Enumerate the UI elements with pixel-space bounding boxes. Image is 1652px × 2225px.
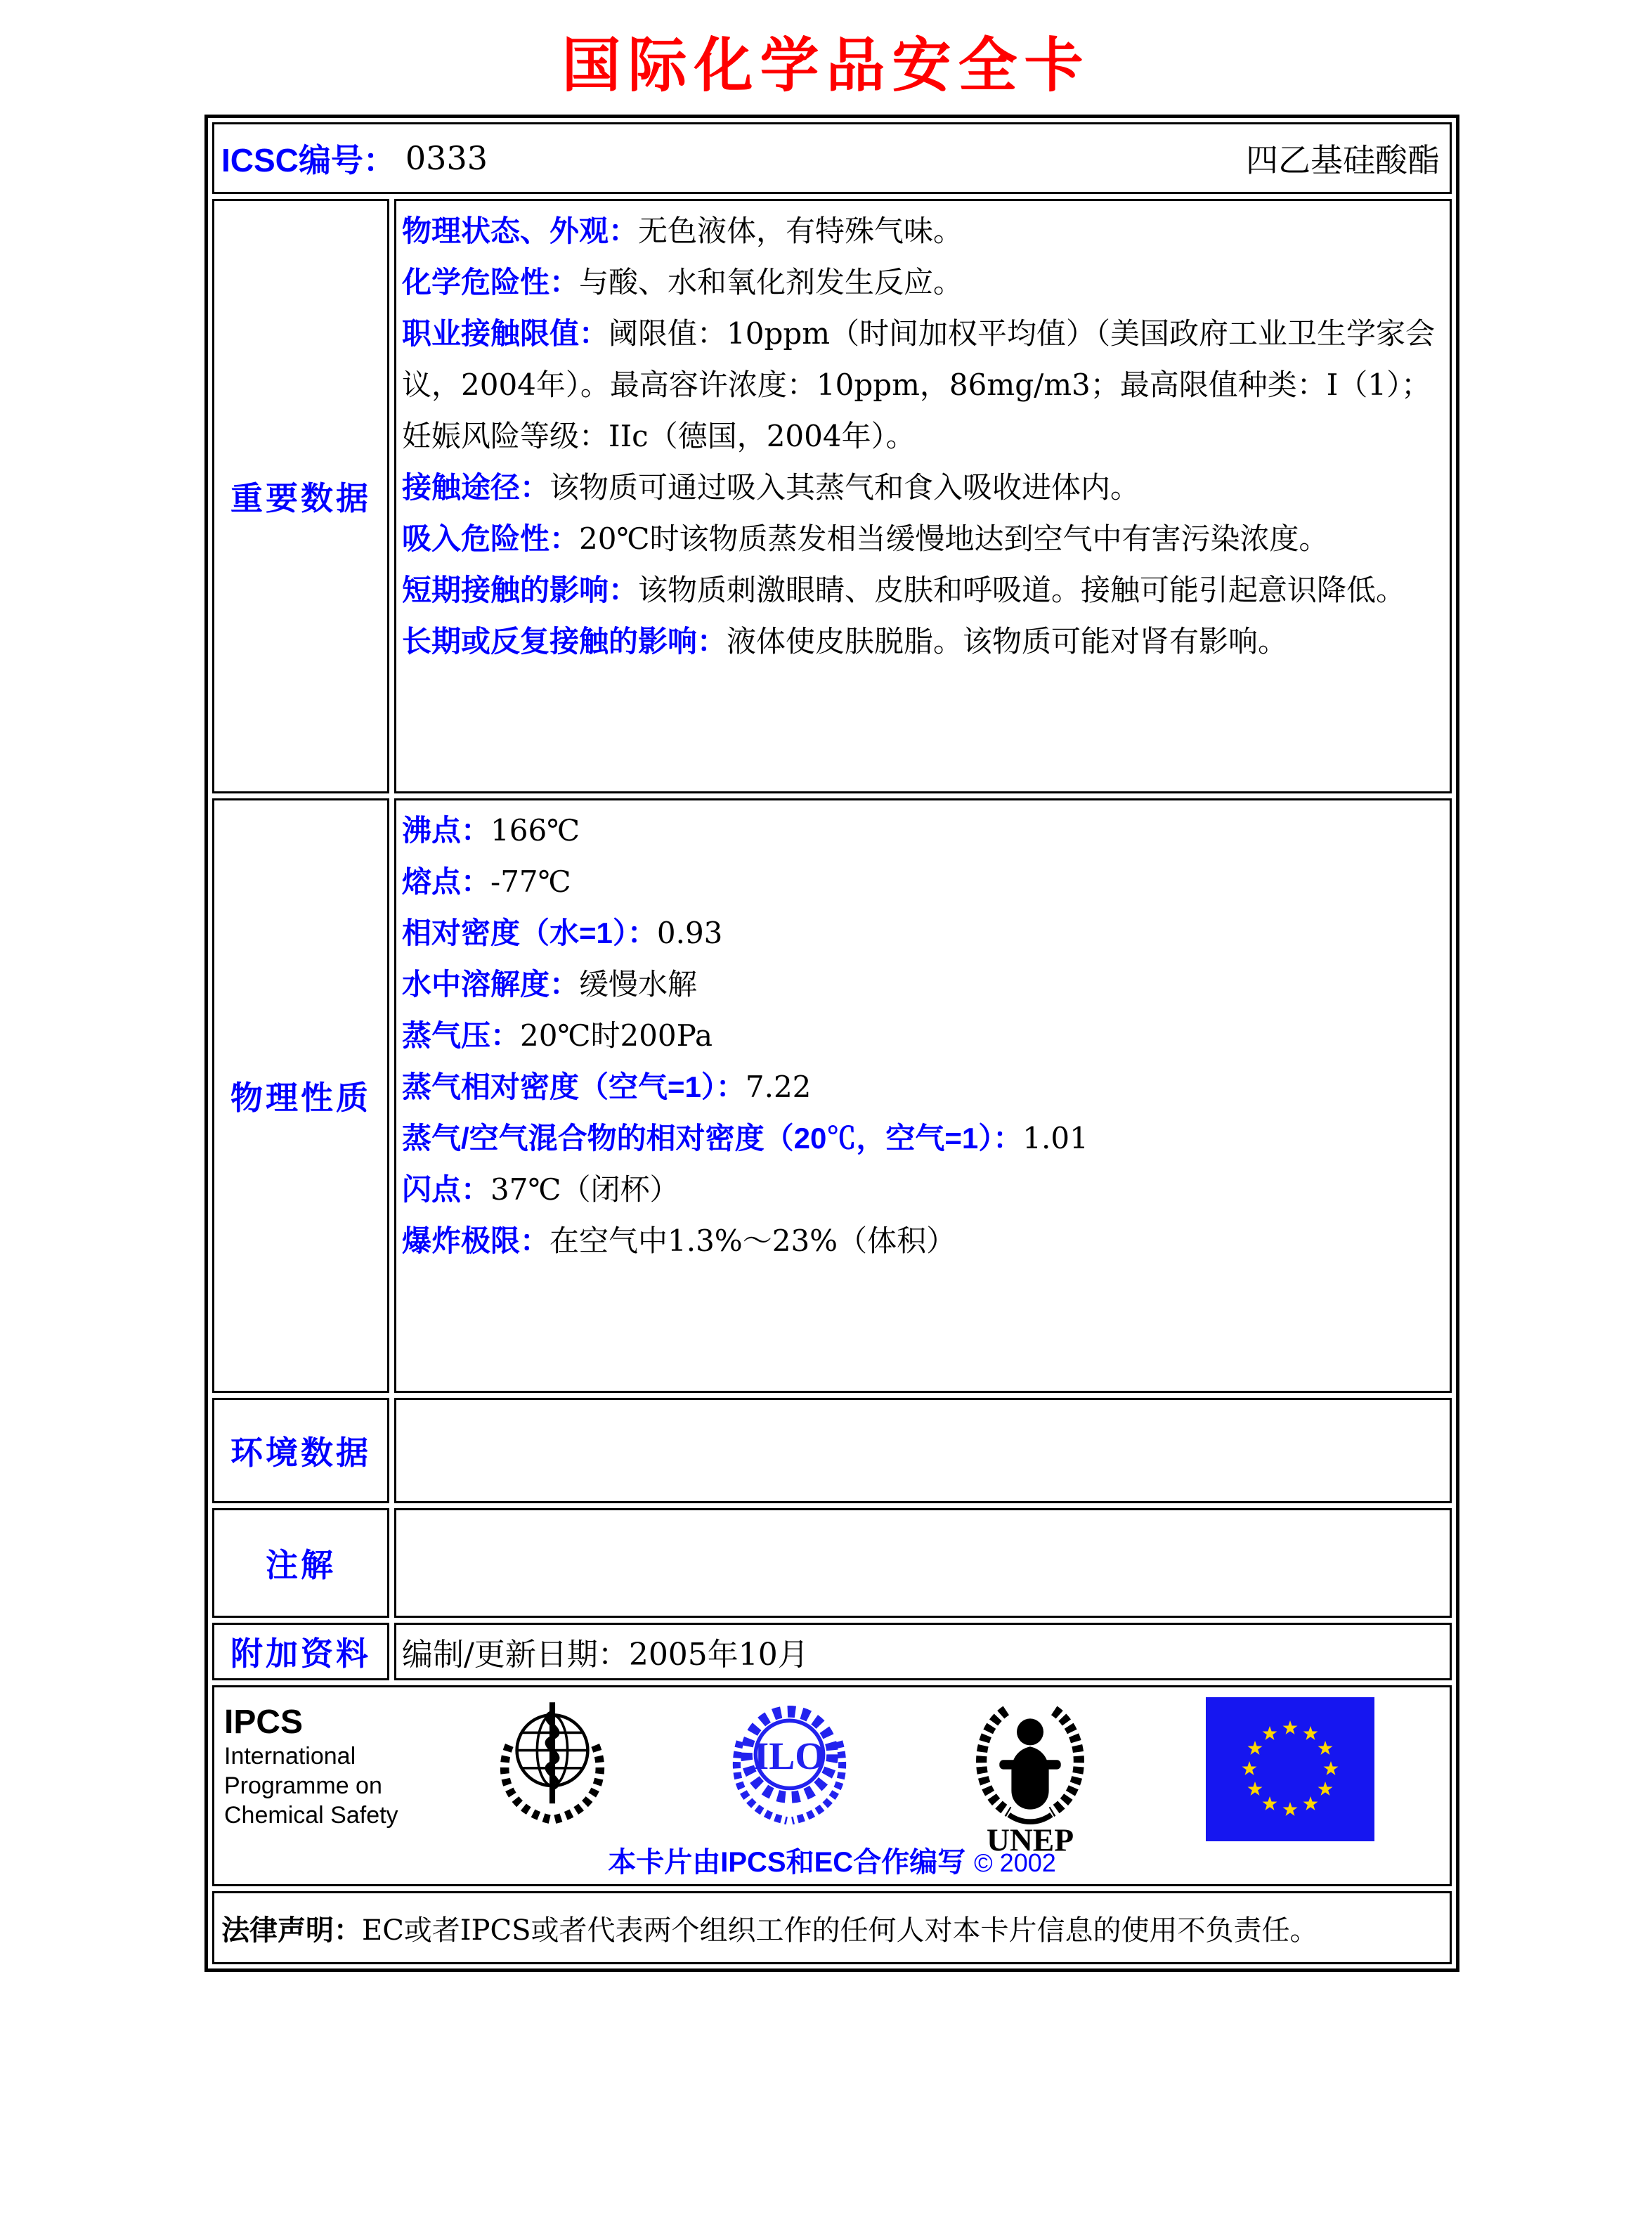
eu-flag <box>1206 1697 1374 1841</box>
property-item <box>402 959 1441 1010</box>
data-item-text: 液体使皮肤脱脂。该物质可能对肾有影响。 <box>727 624 1288 659</box>
property-item-label: 闪点： <box>402 1173 491 1206</box>
caption-text: 本卡片由IPCS和EC合作编写 <box>608 1847 966 1878</box>
property-item <box>402 1010 1441 1061</box>
caption-year: © 2002 <box>974 1848 1056 1877</box>
property-item-text: 缓慢水解 <box>579 967 698 1001</box>
data-item <box>402 564 1441 616</box>
icsc-number-value: 0333 <box>405 139 488 177</box>
data-item <box>402 616 1441 667</box>
data-item-text: 该物质可通过吸入其蒸气和食入吸收进体内。 <box>549 470 1140 505</box>
notes-row-label: 注解 <box>212 1508 389 1618</box>
update-date-text: 编制/更新日期：2005年10月 <box>402 1637 809 1673</box>
data-item-text: 20℃时该物质蒸发相当缓慢地达到空气中有害污染浓度。 <box>579 521 1329 556</box>
property-item-label: 沸点： <box>402 814 491 847</box>
data-item-label: 吸入危险性： <box>402 522 580 555</box>
ilo-letters: ILO <box>753 1734 826 1778</box>
property-item-text: 37℃（闭杯） <box>490 1172 679 1207</box>
chemical-name: 四乙基硅酸酯 <box>1246 141 1440 179</box>
logos-row <box>212 1685 1452 1886</box>
property-item-text: 0.93 <box>656 916 723 950</box>
property-item-label: 蒸气压： <box>402 1019 521 1052</box>
notes-row <box>212 1508 1452 1618</box>
data-item-label: 长期或反复接触的影响： <box>402 625 727 658</box>
data-item-text: 与酸、水和氧化剂发生反应。 <box>579 265 963 299</box>
property-item-label: 熔点： <box>402 865 491 898</box>
property-item-label: 爆炸极限： <box>402 1224 550 1257</box>
environmental-data-content <box>394 1398 1452 1503</box>
important-data-row-label: 重要数据 <box>212 199 389 793</box>
ipcs-line-3: Chemical Safety <box>224 1802 398 1829</box>
property-item <box>402 1061 1441 1112</box>
unep-letters: UNEP <box>986 1822 1074 1857</box>
ipcs-block <box>224 1696 435 1830</box>
property-item-text: 1.01 <box>1022 1121 1088 1155</box>
cooperation-caption <box>608 1840 1056 1880</box>
physical-properties-content <box>394 798 1452 1393</box>
eu-flag-icon <box>1206 1697 1374 1841</box>
data-item-text: 无色液体，有特殊气味。 <box>638 214 963 248</box>
property-item <box>402 805 1441 856</box>
property-item <box>402 1164 1441 1215</box>
property-item-text: 166℃ <box>490 813 580 848</box>
ilo-logo <box>724 1697 854 1836</box>
environmental-data-row <box>212 1398 1452 1503</box>
property-item <box>402 907 1441 959</box>
unep-icon <box>963 1697 1097 1857</box>
header-cell <box>212 122 1452 194</box>
data-item-text: 阈限值：10ppm（时间加权平均值）（美国政府工业卫生学家会议，2004年）。最高容许浓度：10ppm，86mg/m3；最高限值种类：I（1）；妊娠风险等级：IIc（德国，2004年）。 <box>402 316 1436 453</box>
additional-info-content <box>394 1623 1452 1680</box>
who-icon <box>489 1697 616 1836</box>
property-item <box>402 1215 1441 1266</box>
unep-logo <box>963 1697 1097 1857</box>
data-item-label: 物理状态、外观： <box>402 214 639 247</box>
data-item-label: 接触途径： <box>402 471 550 504</box>
icsc-number-label: ICSC编号： <box>221 142 396 179</box>
ipcs-line-2: Programme on <box>224 1772 382 1799</box>
property-item-text: 在空气中1.3%～23%（体积） <box>549 1224 956 1258</box>
logos-cell <box>212 1685 1452 1886</box>
physical-properties-row-label: 物理性质 <box>212 798 389 1393</box>
data-item-label: 化学危险性： <box>402 266 580 299</box>
legal-cell <box>212 1891 1452 1964</box>
property-item-text: 20℃时200Pa <box>520 1018 713 1053</box>
notes-content <box>394 1508 1452 1618</box>
data-item-label: 短期接触的影响： <box>402 573 639 606</box>
property-item <box>402 1112 1441 1164</box>
environmental-data-row-label: 环境数据 <box>212 1398 389 1503</box>
property-item-label: 水中溶解度： <box>402 968 580 1001</box>
physical-properties-list <box>396 800 1450 1269</box>
data-item <box>402 205 1441 257</box>
additional-info-row-label: 附加资料 <box>212 1623 389 1680</box>
important-data-content <box>394 199 1452 793</box>
data-item-label: 职业接触限值： <box>402 317 609 350</box>
legal-row <box>212 1891 1452 1964</box>
important-data-list <box>396 201 1450 670</box>
page-title: 国际化学品安全卡 <box>561 32 1091 98</box>
data-item-text: 该物质刺激眼睛、皮肤和呼吸道。接触可能引起意识降低。 <box>638 573 1406 607</box>
ipcs-line-1: International <box>224 1743 356 1770</box>
property-item <box>402 856 1441 907</box>
property-item-text: 7.22 <box>745 1070 812 1104</box>
icsc-number-group <box>221 135 488 181</box>
logos-group <box>435 1696 1429 1857</box>
data-item <box>402 513 1441 564</box>
data-item <box>402 257 1441 308</box>
property-item-label: 蒸气相对密度（空气=1）： <box>402 1070 746 1103</box>
physical-properties-row <box>212 798 1452 1393</box>
property-item-text: -77℃ <box>490 864 571 899</box>
ipcs-acronym: IPCS <box>224 1704 304 1741</box>
ilo-icon <box>724 1697 854 1836</box>
important-data-row <box>212 199 1452 793</box>
additional-info-row <box>212 1623 1452 1680</box>
header-row <box>212 122 1452 194</box>
icsc-card <box>204 115 1459 1972</box>
property-item-label: 蒸气/空气混合物的相对密度（20℃，空气=1）： <box>402 1122 1023 1155</box>
legal-label: 法律声明： <box>221 1914 362 1946</box>
data-item <box>402 462 1441 513</box>
legal-text: EC或者IPCS或者代表两个组织工作的任何人对本卡片信息的使用不负责任。 <box>362 1914 1318 1947</box>
who-logo <box>489 1697 616 1836</box>
data-item <box>402 308 1441 462</box>
property-item-label: 相对密度（水=1）： <box>402 916 657 949</box>
